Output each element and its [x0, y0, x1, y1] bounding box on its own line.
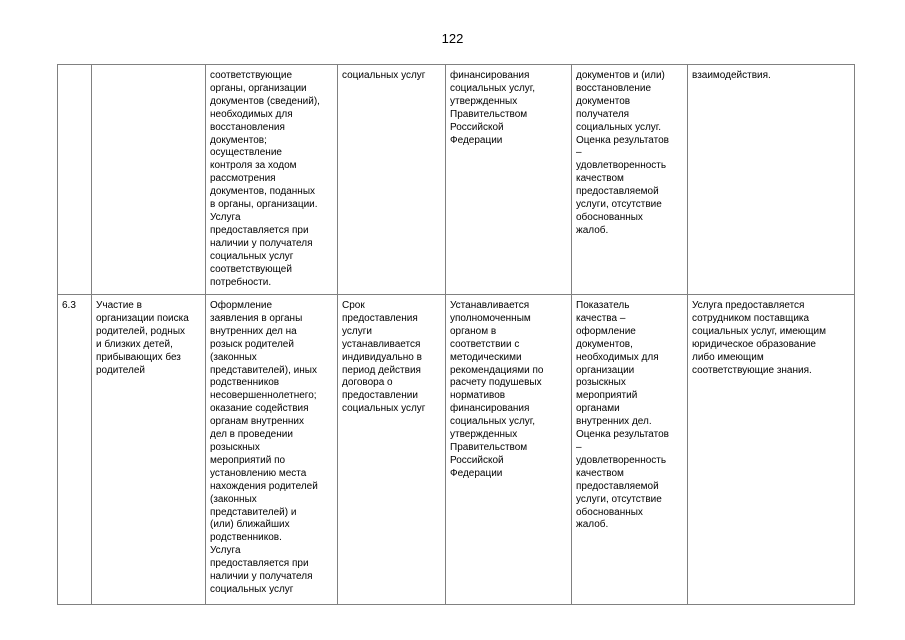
- service-norm-cell: финансирования социальных услуг, утвержденных Правительством Российской Федерации: [446, 65, 572, 295]
- service-name-cell: [92, 65, 206, 295]
- service-name-cell: Участие в организации поиска родителей, родных и близких детей, прибывающих без родителей: [92, 295, 206, 605]
- table-row: [58, 295, 855, 605]
- service-norm-cell: Устанавливается уполномоченным органом в соответствии с методическими рекомендациями по расчету подушевых нормативов финансирования социальных услуг, утвержденных Правительством Российской Федерации: [446, 295, 572, 605]
- service-term-cell: Срок предоставления услуги устанавливается индивидуально в период действия договора о предоставлении социальных услуг: [338, 295, 446, 605]
- row-number-cell: [58, 65, 92, 295]
- service-quality-cell: документов и (или) восстановление документов получателя социальных услуг. Оценка результатов – удовлетворенность качеством предоставляемой услуги, отсутствие обоснованных жалоб.: [572, 65, 688, 295]
- service-description-cell: Оформление заявления в органы внутренних дел на розыск родителей (законных представителей), иных родственников несовершеннолетнего; оказание содействия органам внутренних дел в проведении розыскных мероприятий по установлению места нахождения родителей (законных представителей) и (или) ближайших родственников. Услуга предоставляется при наличии у получателя социальных услуг: [206, 295, 338, 605]
- service-conditions-cell: взаимодействия.: [688, 65, 855, 295]
- service-conditions-cell: Услуга предоставляется сотрудником поставщика социальных услуг, имеющим юридическое образование либо имеющим соответствующие знания.: [688, 295, 855, 605]
- table-row: [58, 65, 855, 295]
- services-table: [57, 64, 855, 605]
- service-term-cell: социальных услуг: [338, 65, 446, 295]
- service-description-cell: соответствующие органы, организации документов (сведений), необходимых для восстановления документов; осуществление контроля за ходом рассмотрения документов, поданных в органы, организации. Услуга предоставляется при наличии у получателя социальных услуг соответствующей потребности.: [206, 65, 338, 295]
- row-number-cell: 6.3: [58, 295, 92, 605]
- service-quality-cell: Показатель качества – оформление документов, необходимых для организации розыскных мероприятий органами внутренних дел. Оценка результатов – удовлетворенность качеством предоставляемой услуги, отсутствие обоснованных жалоб.: [572, 295, 688, 605]
- page-number: 122: [441, 31, 464, 46]
